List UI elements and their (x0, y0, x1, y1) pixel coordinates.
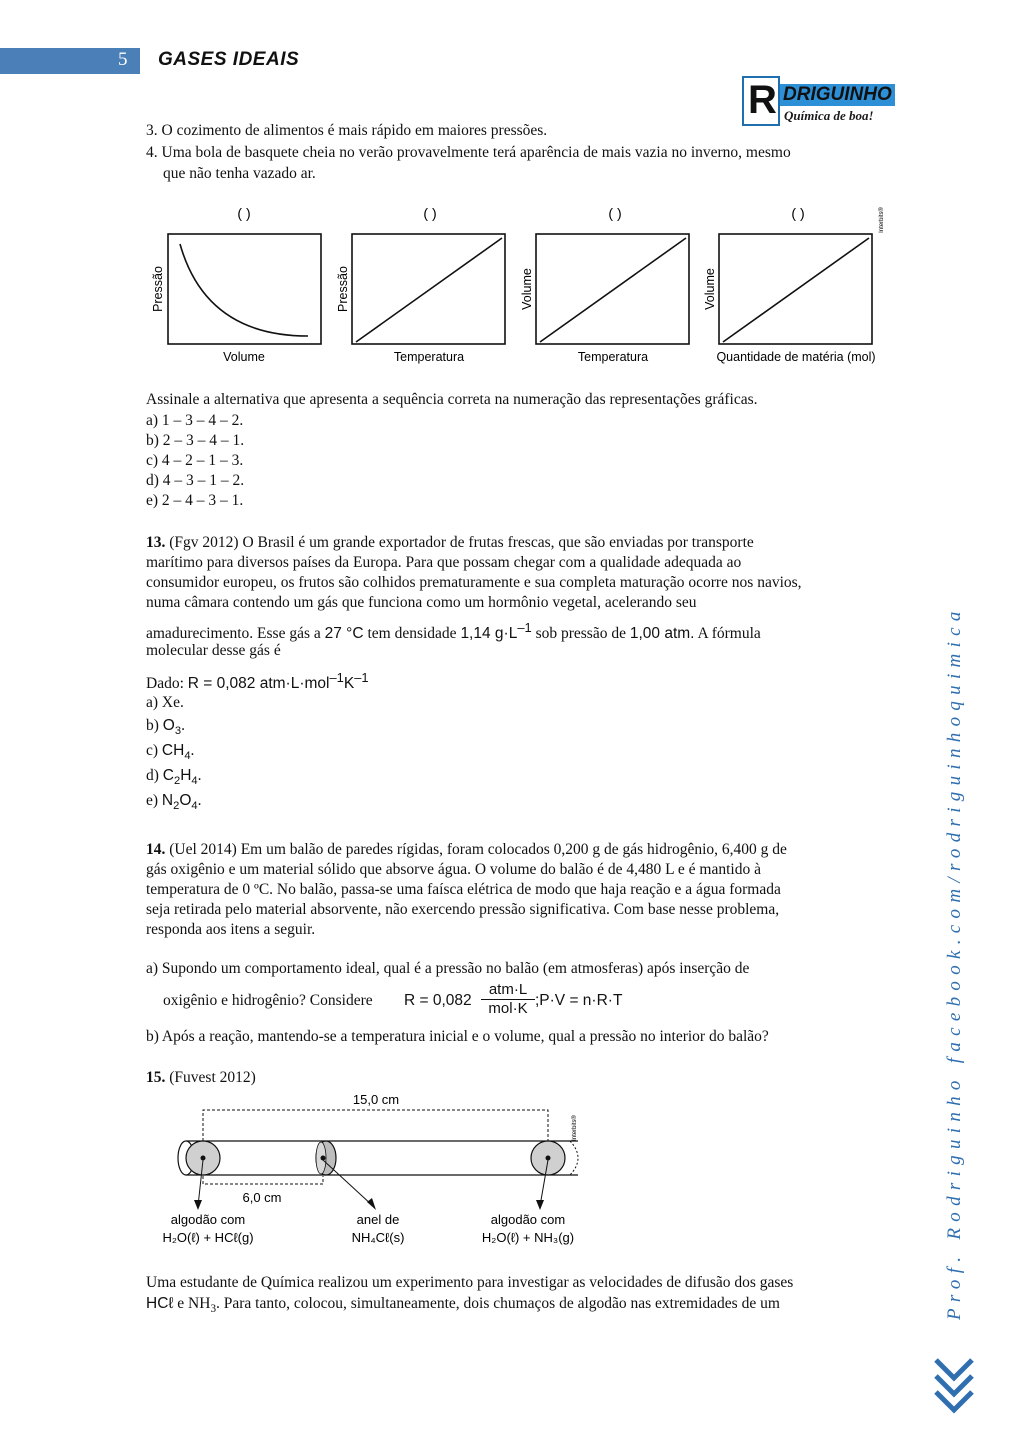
q15-source: (Fuvest 2012) (165, 1069, 256, 1086)
q13-option-c-label: c) (146, 742, 162, 759)
logo-tagline: Química de boa! (784, 108, 874, 123)
q12-option-a: a) 1 – 3 – 4 – 2. (146, 412, 244, 429)
q15-number: 15. (146, 1069, 166, 1086)
graph-3-line (540, 238, 686, 342)
q13-density-exp: –1 (517, 620, 532, 635)
q13-option-d-formula (162, 767, 198, 788)
logo-box (742, 76, 780, 126)
arrow-middle-line (323, 1160, 373, 1206)
graph-3-xlabel: Temperatura (577, 350, 649, 364)
graph-4-ylabel: Volume (703, 268, 717, 310)
q13-option-b: b) $O_3$. (146, 717, 185, 738)
q14-item-a-cont: oxigênio e hidrogênio? Considere (163, 992, 373, 1009)
q13-line-3: consumidor europeu, os frutos são colhidos prematuramente e sua completa maturação ocorre nos navios, (146, 574, 802, 591)
label-cotton-right-2: H₂O(ℓ) + NH₃(g) (481, 1230, 575, 1245)
blank-1: ( ) (237, 205, 251, 221)
q13-dado-exp1: –1 (329, 670, 344, 685)
q14-item-b: b) Após a reação, mantendo-se a temperatura inicial e o volume, qual a pressão no interior do balão? (146, 1028, 769, 1045)
q12-prompt: Assinale a alternativa que apresenta a sequência correta na numeração das representações gráficas. (146, 391, 758, 408)
graph-3-ylabel: Volume (520, 268, 534, 310)
intro-item-3: 3. O cozimento de alimentos é mais rápido em maiores pressões. (146, 122, 548, 139)
cotton-left-center (201, 1156, 206, 1161)
q15-text-2c: . Para tanto, colocou, simultaneamente, dois chumaços de algodão nas extremidades de um (216, 1295, 780, 1312)
q14-formula-left: R = 0,082 (404, 992, 472, 1009)
q13-intro (146, 533, 754, 553)
q13-line-6: molecular desse gás é (146, 642, 281, 659)
q13-line-5d: A fórmula (694, 625, 761, 643)
q13-dado-k: K (343, 675, 355, 693)
side-credit: Prof. Rodriguinho facebook.com/rodriguinhoquimica (944, 605, 965, 1320)
graph-1-curve (180, 244, 308, 336)
q15-header (146, 1068, 256, 1088)
page-number: 5 (118, 49, 128, 70)
label-cotton-left-1: algodão com (170, 1212, 246, 1227)
q13-number: 13. (146, 534, 166, 551)
graph-2-frame (352, 234, 505, 344)
q13-density (460, 620, 532, 643)
q13-ob-o: O (162, 717, 175, 734)
q14-fraction (481, 981, 535, 1018)
q13-density-value: 1,14 g·L (460, 625, 518, 643)
q13-dado-label: Dado: (146, 675, 188, 693)
arrow-right-head (536, 1200, 544, 1210)
distance-total-label: 15,0 cm (352, 1092, 400, 1107)
q13-option-e-label: e) (146, 792, 162, 809)
q13-dado-exp2: –1 (354, 670, 369, 685)
chevron-down-icon (932, 1352, 976, 1416)
logo (742, 76, 892, 128)
graph-1-ylabel: Pressão (151, 266, 165, 312)
q13-line-2: marítimo para diversos países da Europa. Para que possam chegar com a qualidade adequada ao (146, 554, 742, 571)
graph-4-frame (719, 234, 872, 344)
q13-line-5b: tem densidade (363, 625, 461, 643)
q13-option-a: a) Xe. (146, 694, 184, 711)
q15-text-1: Uma estudante de Química realizou um experimento para investigar as velocidades de difusão dos gases (146, 1274, 794, 1291)
graphs-credit: Interbits® (879, 207, 885, 233)
ring-center (321, 1156, 326, 1161)
label-cotton-left-2: H₂O(ℓ) + HCℓ(g) (162, 1230, 254, 1245)
cotton-right-center (546, 1156, 551, 1161)
q14-item-a: a) Supondo um comportamento ideal, qual é a pressão no balão (em atmosferas) após inserção de (146, 960, 750, 977)
label-ring-1: anel de (356, 1212, 400, 1227)
q12-option-b: b) 2 – 3 – 4 – 1. (146, 432, 245, 449)
q14-line-3: temperatura de 0 ºC. No balão, passa-se uma faísca elétrica de modo que haja reação e a água formada (146, 881, 781, 898)
section-title: GASES IDEAIS (158, 49, 300, 70)
q14-formula-right: ;P·V = n·R·T (535, 992, 623, 1009)
figure-credit: Interbits® (572, 1115, 578, 1141)
q15-text-2b: e NH (173, 1295, 211, 1312)
q15-hcl: HCℓ (146, 1295, 174, 1312)
logo-letter: R (748, 78, 777, 122)
q13-temperature: 27 °C (324, 625, 364, 643)
q13-oe-n: N (161, 792, 174, 809)
q13-option-d: d) $C_2H_4$. (146, 767, 202, 788)
q13-dado-formula (187, 670, 369, 693)
label-ring-2: NH₄Cℓ(s) (351, 1230, 405, 1245)
label-cotton-right-1: algodão com (490, 1212, 566, 1227)
q15-text-2 (146, 1294, 780, 1319)
q12-option-e: e) 2 – 4 – 3 – 1. (146, 492, 244, 509)
q13-option-b-label: b) (146, 717, 163, 734)
q14-line-5: responda aos itens a seguir. (146, 921, 316, 938)
graph-4-line (723, 238, 869, 342)
graph-4-xlabel: Quantidade de matéria (mol) (716, 350, 876, 364)
q13-option-d-label: d) (146, 767, 163, 784)
q12-option-c: c) 4 – 2 – 1 – 3. (146, 452, 244, 469)
blank-4: ( ) (791, 205, 805, 221)
q13-option-e: e) $N_2O_4$. (146, 792, 202, 813)
graph-1-xlabel: Volume (223, 350, 265, 364)
q14-source: (Uel 2014) Em um balão de paredes rígidas, foram colocados 0,200 g de gás hidrogênio, 6,400 g de (165, 841, 787, 858)
q13-od-sub2: 4 (191, 775, 198, 788)
distance-partial-bracket (203, 1176, 323, 1184)
graph-2-line (356, 238, 502, 342)
q13-od-h: H (180, 767, 192, 784)
blank-3: ( ) (608, 205, 622, 221)
q12-option-d: d) 4 – 3 – 1 – 2. (146, 472, 245, 489)
blank-2: ( ) (423, 205, 437, 221)
graph-1-frame (168, 234, 321, 344)
q13-source: (Fgv 2012) O Brasil é um grande exportador de frutas frescas, que são enviadas por transporte (165, 534, 754, 551)
arrow-middle-head (367, 1198, 376, 1210)
q14-frac-num: atm·L (481, 981, 535, 1000)
q14-line-1 (146, 840, 787, 860)
graph-2-ylabel: Pressão (336, 266, 350, 312)
logo-name: DRIGUINHO (780, 84, 895, 106)
q13-od-c: C (162, 767, 174, 784)
q13-oe-sub2: 4 (191, 800, 198, 813)
q13-dado-r: R = 0,082 atm·L·mol (187, 675, 330, 693)
q13-line-5c: sob pressão de (531, 625, 630, 643)
graphs-figure (140, 196, 900, 371)
intro-item-4-cont: que não tenha vazado ar. (163, 165, 316, 182)
q13-option-e-formula (161, 792, 198, 813)
q13-dado (146, 668, 369, 694)
q14-number: 14. (146, 841, 166, 858)
q14-line-4: seja retirada pelo material absorvente, não exercendo pressão significativa. Com base nesse problema, (146, 901, 780, 918)
q15-nh3-sub: 3 (210, 1303, 217, 1316)
q14-line-2: gás oxigênio e um material sólido que absorve água. O volume do balão é de 4,480 L e é mantido à (146, 861, 761, 878)
q13-oe-o: O (179, 792, 192, 809)
arrow-left-head (194, 1200, 202, 1210)
q13-pressure: 1,00 atm. (629, 625, 695, 643)
q13-ob-sub: 3 (174, 725, 182, 738)
q13-option-c: c) $CH_4$. (146, 742, 195, 763)
graph-3-frame (536, 234, 689, 344)
tube-right-end (570, 1141, 578, 1175)
q13-line-5a: amadurecimento. Esse gás a (146, 625, 325, 643)
q13-oc-ch: CH (161, 742, 185, 759)
q13-oe-sub1: 2 (173, 800, 180, 813)
q13-line-4: numa câmara contendo um gás que funciona como um hormônio vegetal, acelerando seu (146, 594, 697, 611)
graph-2-xlabel: Temperatura (393, 350, 465, 364)
q13-oc-sub: 4 (184, 750, 191, 763)
diffusion-tube-figure (140, 1088, 600, 1250)
q14-frac-den: mol·K (488, 1000, 528, 1017)
intro-item-4: 4. Uma bola de basquete cheia no verão provavelmente terá aparência de mais vazia no inverno, mesmo (146, 144, 791, 161)
q13-od-sub1: 2 (174, 775, 181, 788)
distance-partial-label: 6,0 cm (242, 1190, 282, 1205)
